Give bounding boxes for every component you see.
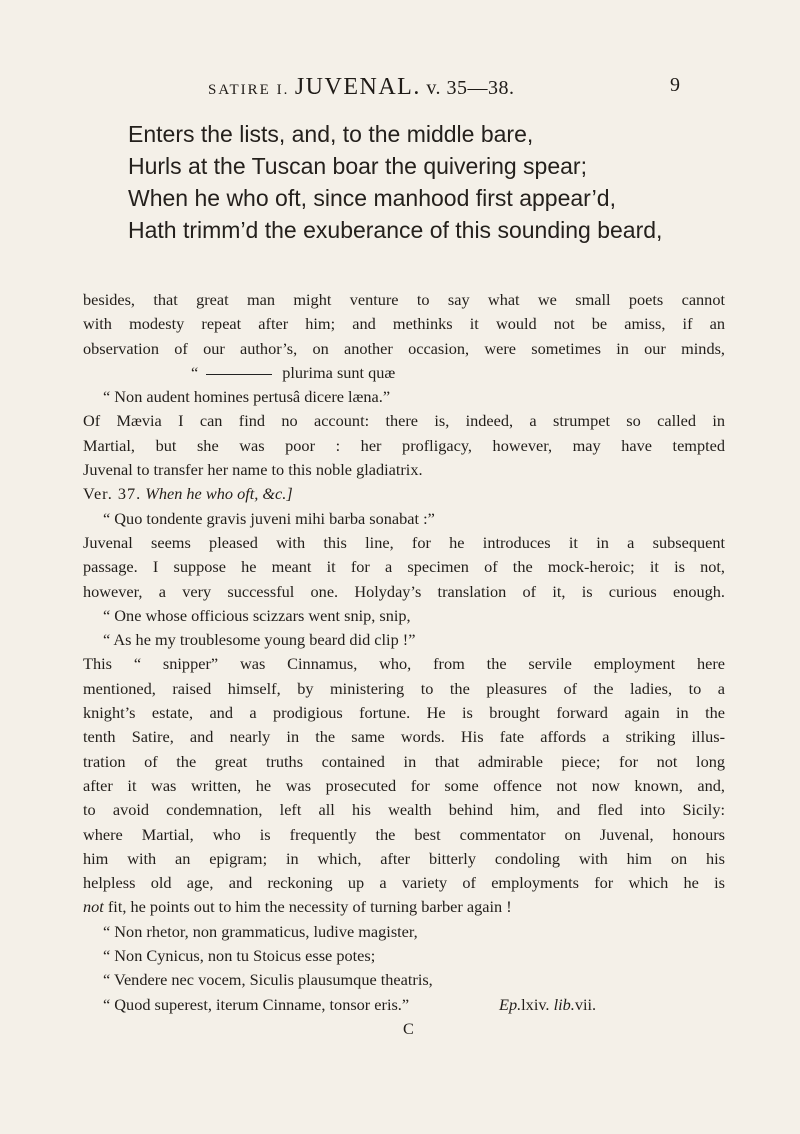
verse-line: Hath trimm’d the exuberance of this sounding beard, <box>128 217 663 243</box>
prose-line: tenth Satire, and nearly in the same words. His fate affords a striking illus- <box>83 727 725 747</box>
translation-quote: “ One whose officious scizzars went snip, snip, <box>103 605 411 625</box>
prose-line: to avoid condemnation, left all his wealth behind him, and fled into Sicily: <box>83 800 725 820</box>
prose-line-rest: fit, he points out to him the necessity of turning barber again ! <box>103 897 512 917</box>
latin-verse: “ Non Cynicus, non tu Stoicus esse potes; <box>103 946 376 966</box>
latin-verse: “ Quod superest, iterum Cinname, tonsor eris.” <box>103 994 410 1014</box>
verse-note-heading <box>83 482 725 506</box>
italic-word: not <box>83 897 104 917</box>
prose-line: Of Mævia I can find no account: there is, indeed, a strumpet so called in <box>83 411 725 431</box>
epigram-reference: Ep.lxiv. lib.vii. <box>499 994 597 1014</box>
verse-line: When he who oft, since manhood first appear’d, <box>128 185 616 211</box>
prose-line: passage. I suppose he meant it for a specimen of the mock-heroic; it is not, <box>83 557 725 577</box>
prose-line: where Martial, who is frequently the best commentator on Juvenal, honours <box>83 824 725 844</box>
author-name: JUVENAL. <box>294 74 421 100</box>
prose-line: observation of our author’s, on another occasion, were sometimes in our minds, <box>83 338 725 358</box>
verse-line: Enters the lists, and, to the middle bare, <box>128 121 534 147</box>
latin-verse: “ Non rhetor, non grammaticus, ludive magister, <box>103 921 418 941</box>
translation-verse <box>128 118 728 246</box>
prose-line: mentioned, raised himself, by ministering to the pleasures of the ladies, to a <box>83 678 725 698</box>
quote-open-mark: “ <box>191 362 199 382</box>
latin-quote: “ Quo tondente gravis juveni mihi barba sonabat :” <box>103 508 435 528</box>
latin-quote <box>83 361 725 385</box>
signature-mark: C <box>403 1018 414 1038</box>
prose-line: This “ snipper” was Cinnamus, who, from the servile employment here <box>83 654 725 674</box>
running-header <box>208 74 688 101</box>
prose-line: Juvenal seems pleased with this line, for he introduces it in a subsequent <box>83 532 725 552</box>
quote-dash <box>206 374 272 375</box>
prose-line: Juvenal to transfer her name to this noble gladiatrix. <box>83 460 423 480</box>
verse-lemma: When he who oft, &c.] <box>145 484 293 504</box>
latin-verse: “ Vendere nec vocem, Siculis plausumque theatris, <box>103 970 433 990</box>
latin-verse-last <box>83 993 725 1017</box>
verse-label: Ver. 37. <box>83 484 142 504</box>
prose-line: with modesty repeat after him; and methinks it would not be amiss, if an <box>83 314 725 334</box>
prose-line: helpless old age, and reckoning up a variety of employments for which he is <box>83 873 725 893</box>
prose-line: him with an epigram; in which, after bitterly condoling with him on his <box>83 848 725 868</box>
prose-line <box>83 895 725 919</box>
prose-line: after it was written, he was prosecuted for some offence not now known, and, <box>83 775 725 795</box>
prose-line: besides, that great man might venture to say what we small poets cannot <box>83 290 725 309</box>
latin-quote: “ Non audent homines pertusâ dicere læna.” <box>103 387 391 407</box>
prose-line: however, a very successful one. Holyday’s translation of it, is curious enough. <box>83 581 725 601</box>
satire-label: SATIRE I. <box>208 82 290 98</box>
prose-line: tration of the great truths contained in that admirable piece; for not long <box>83 751 725 771</box>
verse-range: v. 35—38. <box>426 77 515 99</box>
translation-quote: “ As he my troublesome young beard did clip !” <box>103 630 416 650</box>
page-number: 9 <box>670 74 681 96</box>
latin-quote-text: plurima sunt quæ <box>282 362 396 382</box>
prose-line: Martial, but she was poor : her profligacy, however, may have tempted <box>83 435 725 455</box>
prose-line: knight’s estate, and a prodigious fortune. He is brought forward again in the <box>83 703 725 723</box>
verse-line: Hurls at the Tuscan boar the quivering spear; <box>128 153 587 179</box>
commentary <box>83 288 725 1041</box>
